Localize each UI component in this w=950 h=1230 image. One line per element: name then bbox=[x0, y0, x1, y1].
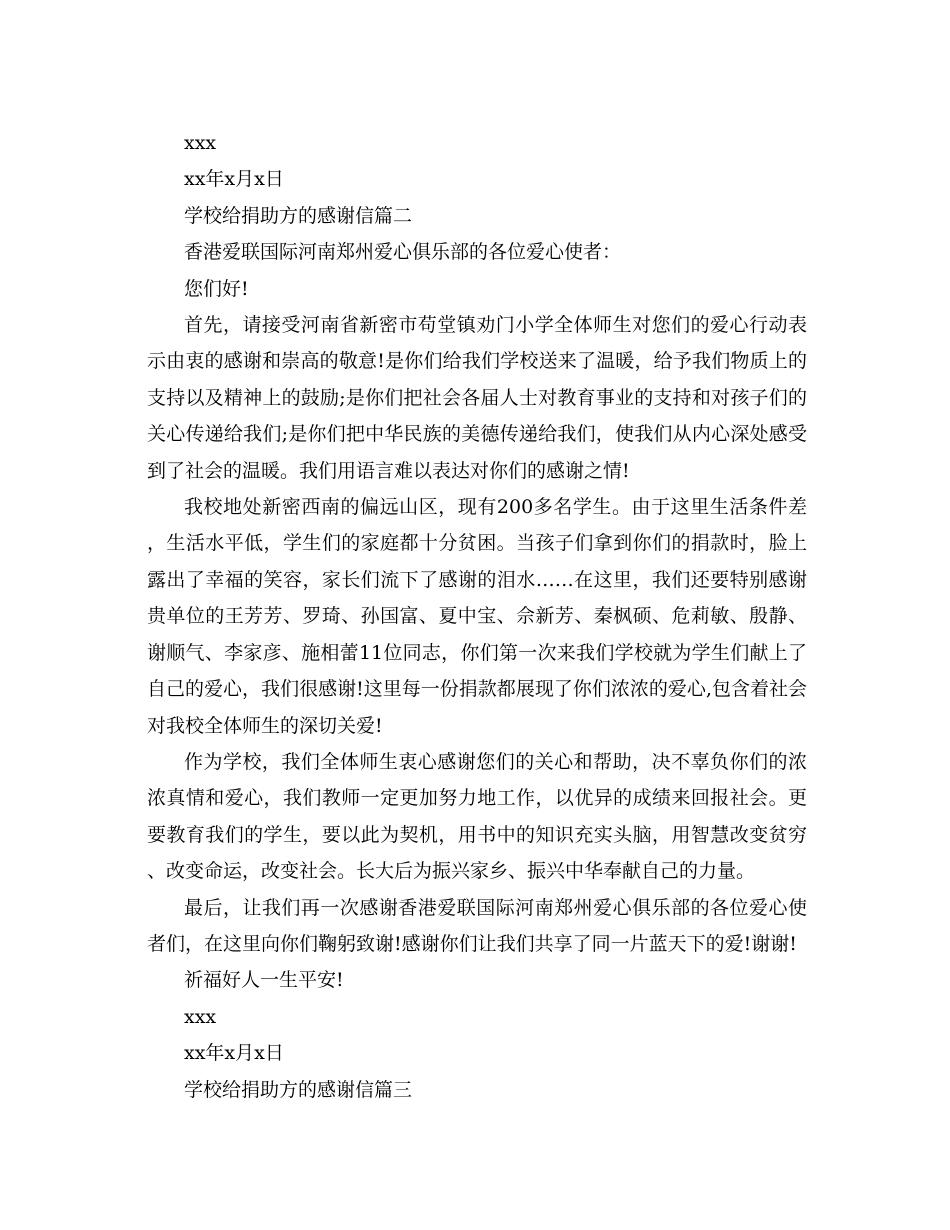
signature-date: xx年x月x日 bbox=[184, 168, 284, 191]
blessing: 祈福好人一生平安! bbox=[184, 969, 344, 992]
signature-name: xxx bbox=[184, 1005, 217, 1028]
signature-name: xxx bbox=[184, 132, 217, 154]
body-paragraph: 我校地处新密西南的偏远山区，现有200多名学生。由于这里生活条件差，生活水平低，学生们的家庭都十分贫困。当孩子们拿到你们的捐款时，脸上露出了幸福的笑容，家长们流下了感谢的泪水……在这里，我们还要特别感谢贵单位的王芳芳、罗琦、孙国富、夏中宝、佘新芳、秦枫硕、危莉敏、殷静、谢顺气、李家彦、施相蕾11位同志，你们第一次来我们学校就为学生们献上了自己的爱心，我们很感谢!这里每一份捐款都展现了你们浓浓的爱心,包含着社会对我校全体师生的深切关爱! bbox=[147, 496, 807, 737]
greeting: 您们好! bbox=[184, 277, 249, 300]
body-paragraph: 首先，请接受河南省新密市苟堂镇劝门小学全体师生对您们的爱心行动表示由衷的感谢和崇高的敬意!是你们给我们学校送来了温暖，给予我们物质上的支持以及精神上的鼓励;是你们把社会各届人士对教育事业的支持和对孩子们的关心传递给我们;是你们把中华民族的美德传递给我们，使我们从内心深处感受到了社会的温暖。我们用语言难以表达对你们的感谢之情! bbox=[147, 314, 807, 482]
body-paragraph: 最后，让我们再一次感谢香港爱联国际河南郑州爱心俱乐部的各位爱心使者们，在这里向你们鞠躬致谢!感谢你们让我们共享了同一片蓝天下的爱!谢谢! bbox=[147, 896, 807, 955]
salutation: 香港爱联国际河南郑州爱心俱乐部的各位爱心使者： bbox=[184, 241, 622, 264]
body-paragraph: 作为学校，我们全体师生衷心感谢您们的关心和帮助，决不辜负你们的浓浓真情和爱心，我们教师一定更加努力地工作，以优异的成绩来回报社会。更要教育我们的学生，要以此为契机，用书中的知识充实头脑，用智慧改变贫穷、改变命运，改变社会。长大后为振兴家乡、振兴中华奉献自己的力量。 bbox=[147, 750, 807, 883]
signature-date: xx年x月x日 bbox=[184, 1042, 284, 1065]
section-heading: 学校给捐助方的感谢信篇三 bbox=[184, 1078, 413, 1101]
document-body bbox=[147, 125, 807, 1108]
section-heading: 学校给捐助方的感谢信篇二 bbox=[184, 204, 413, 227]
